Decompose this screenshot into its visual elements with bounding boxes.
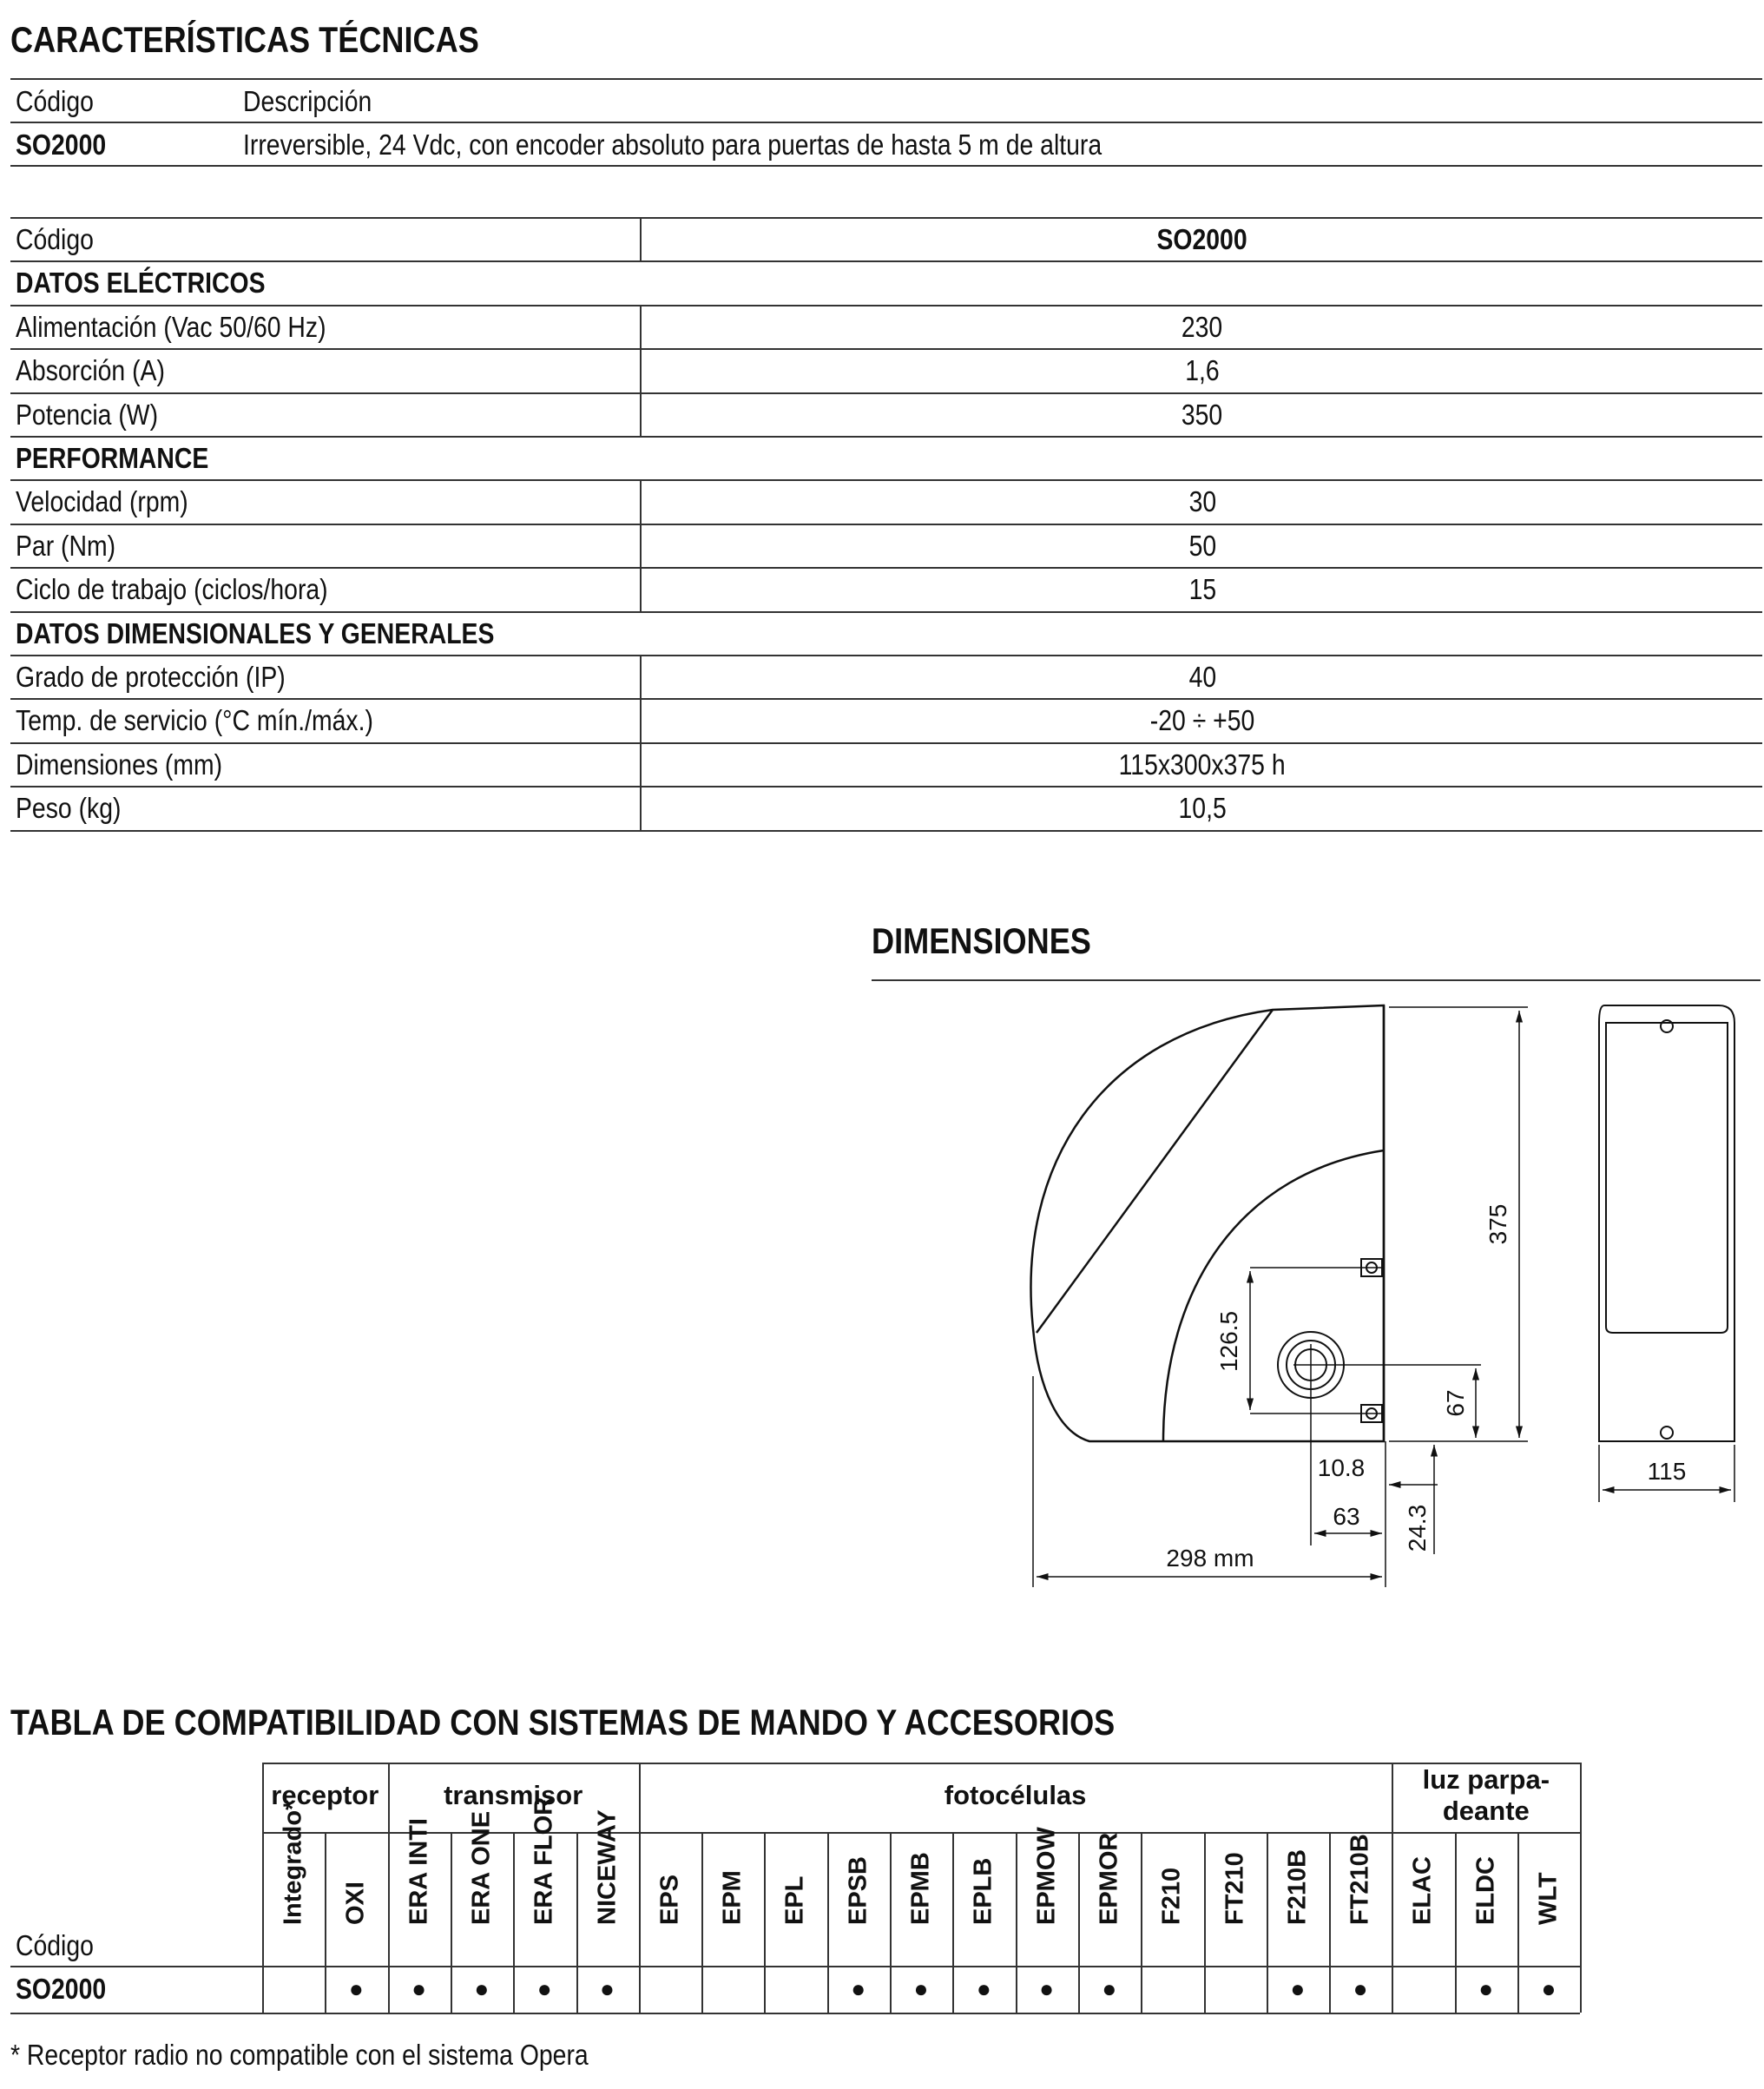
tech-title: CARACTERÍSTICAS TÉCNICAS	[10, 19, 479, 60]
spec-label: Peso (kg)	[16, 792, 122, 825]
divider	[262, 1763, 1580, 1764]
label-375: 375	[1484, 1203, 1511, 1245]
group-3: luz parpa- deante	[1422, 1764, 1550, 1826]
compat-mark: ●	[536, 1975, 552, 2002]
column-header: OXI	[341, 1881, 370, 1925]
label-126-5: 126.5	[1215, 1310, 1242, 1373]
row-code: SO2000	[16, 1973, 107, 2005]
column-header: EPM	[718, 1870, 747, 1925]
compat-title: TABLA DE COMPATIBILIDAD CON SISTEMAS DE MANDO Y ACCESORIOS	[10, 1702, 1116, 1743]
label-115: 115	[1647, 1458, 1687, 1485]
spec-label: Grado de protección (IP)	[16, 661, 286, 693]
section-title: DATOS DIMENSIONALES Y GENERALES	[16, 616, 495, 649]
spec-value: 1,6	[1185, 354, 1220, 387]
compat-mark: ●	[1478, 1975, 1494, 2002]
column-header: EPL	[780, 1875, 809, 1925]
column-header: ERA FLOR	[530, 1796, 558, 1925]
group-2: fotocélulas	[944, 1780, 1087, 1810]
spec-value: 15	[1188, 573, 1216, 606]
column-header: EPMOW	[1032, 1827, 1061, 1925]
spec-label: Potencia (W)	[16, 398, 159, 431]
column-header: F210B	[1283, 1848, 1312, 1925]
footnote: * Receptor radio no compatible con el sistema Opera	[10, 2039, 589, 2071]
desc-header-code: Código	[16, 85, 94, 117]
motor-front-view	[1599, 1005, 1734, 1441]
desc-row-text: Irreversible, 24 Vdc, con encoder absoluto para puertas de hasta 5 m de altura	[243, 129, 1102, 161]
column-header: EPSB	[844, 1856, 872, 1925]
column-header: EPMOR	[1095, 1832, 1123, 1925]
column-header: F210	[1157, 1867, 1186, 1925]
label-63: 63	[1333, 1503, 1360, 1530]
column-header: ERA ONE	[467, 1810, 496, 1925]
group-divider	[1580, 1763, 1582, 2013]
section-title: PERFORMANCE	[16, 442, 209, 474]
spec-header-value: SO2000	[1156, 223, 1248, 255]
spec-value: 50	[1188, 529, 1216, 562]
column-header: Integrado*	[279, 1800, 307, 1925]
column-header: WLT	[1534, 1872, 1563, 1925]
section-title: DATOS ELÉCTRICOS	[16, 267, 266, 300]
compat-mark: ●	[1541, 1975, 1557, 2002]
spec-label: Alimentación (Vac 50/60 Hz)	[16, 310, 326, 343]
label-298: 298 mm	[1166, 1545, 1254, 1572]
column-header: ELDC	[1471, 1856, 1500, 1925]
spec-label: Velocidad (rpm)	[16, 485, 188, 518]
dims-title: DIMENSIONES	[872, 920, 1091, 961]
spec-label: Ciclo de trabajo (ciclos/hora)	[16, 573, 328, 606]
column-header: ERA INTI	[405, 1818, 433, 1925]
motor-side-view	[1030, 1005, 1384, 1441]
compat-mark: ●	[1102, 1975, 1117, 2002]
divider	[10, 2013, 1580, 2014]
spec-label: Dimensiones (mm)	[16, 748, 223, 781]
compat-mark: ●	[600, 1975, 615, 2002]
spec-value: 40	[1188, 661, 1216, 693]
spec-value: 10,5	[1178, 792, 1227, 825]
mount-holes	[1361, 1259, 1382, 1422]
spec-value: 115x300x375 h	[1119, 748, 1286, 781]
code-label: Código	[16, 1929, 94, 1961]
group-1: transmisor	[444, 1780, 583, 1810]
spec-label: Temp. de servicio (°C mín./máx.)	[16, 704, 373, 737]
column-header: EPS	[655, 1874, 684, 1925]
desc-row-code: SO2000	[16, 129, 107, 161]
label-67: 67	[1442, 1389, 1469, 1417]
desc-header-desc: Descripción	[243, 85, 372, 117]
compat-mark: ●	[474, 1975, 490, 2002]
column-header: FT210	[1221, 1852, 1248, 1925]
compat-mark: ●	[851, 1975, 866, 2002]
column-header: NICEWAY	[593, 1809, 621, 1925]
compat-mark: ●	[913, 1975, 929, 2002]
compat-mark: ●	[348, 1975, 364, 2002]
spec-value: 350	[1181, 398, 1223, 431]
spec-value: -20 ÷ +50	[1149, 704, 1255, 737]
shaft	[1278, 1332, 1481, 1545]
column-header: EPLB	[969, 1857, 997, 1925]
spec-value: 230	[1181, 310, 1223, 343]
column-header: ELAC	[1408, 1856, 1437, 1925]
spec-header-label: Código	[16, 223, 94, 255]
label-10-8: 10.8	[1317, 1454, 1366, 1481]
divider	[10, 1966, 1580, 1967]
dimension-labels	[1166, 1204, 1686, 1572]
spec-value: 30	[1188, 485, 1216, 518]
compat-mark: ●	[1353, 1975, 1368, 2002]
spec-label: Absorción (A)	[16, 354, 165, 387]
compat-mark: ●	[1290, 1975, 1306, 2002]
label-24-3: 24.3	[1404, 1504, 1431, 1552]
column-header: FT210B	[1346, 1834, 1374, 1925]
compat-mark: ●	[1039, 1975, 1055, 2002]
compat-mark: ●	[976, 1975, 991, 2002]
spec-label: Par (Nm)	[16, 529, 116, 562]
group-0: receptor	[271, 1780, 379, 1810]
column-header: EPMB	[906, 1852, 935, 1925]
compat-mark: ●	[411, 1975, 427, 2002]
